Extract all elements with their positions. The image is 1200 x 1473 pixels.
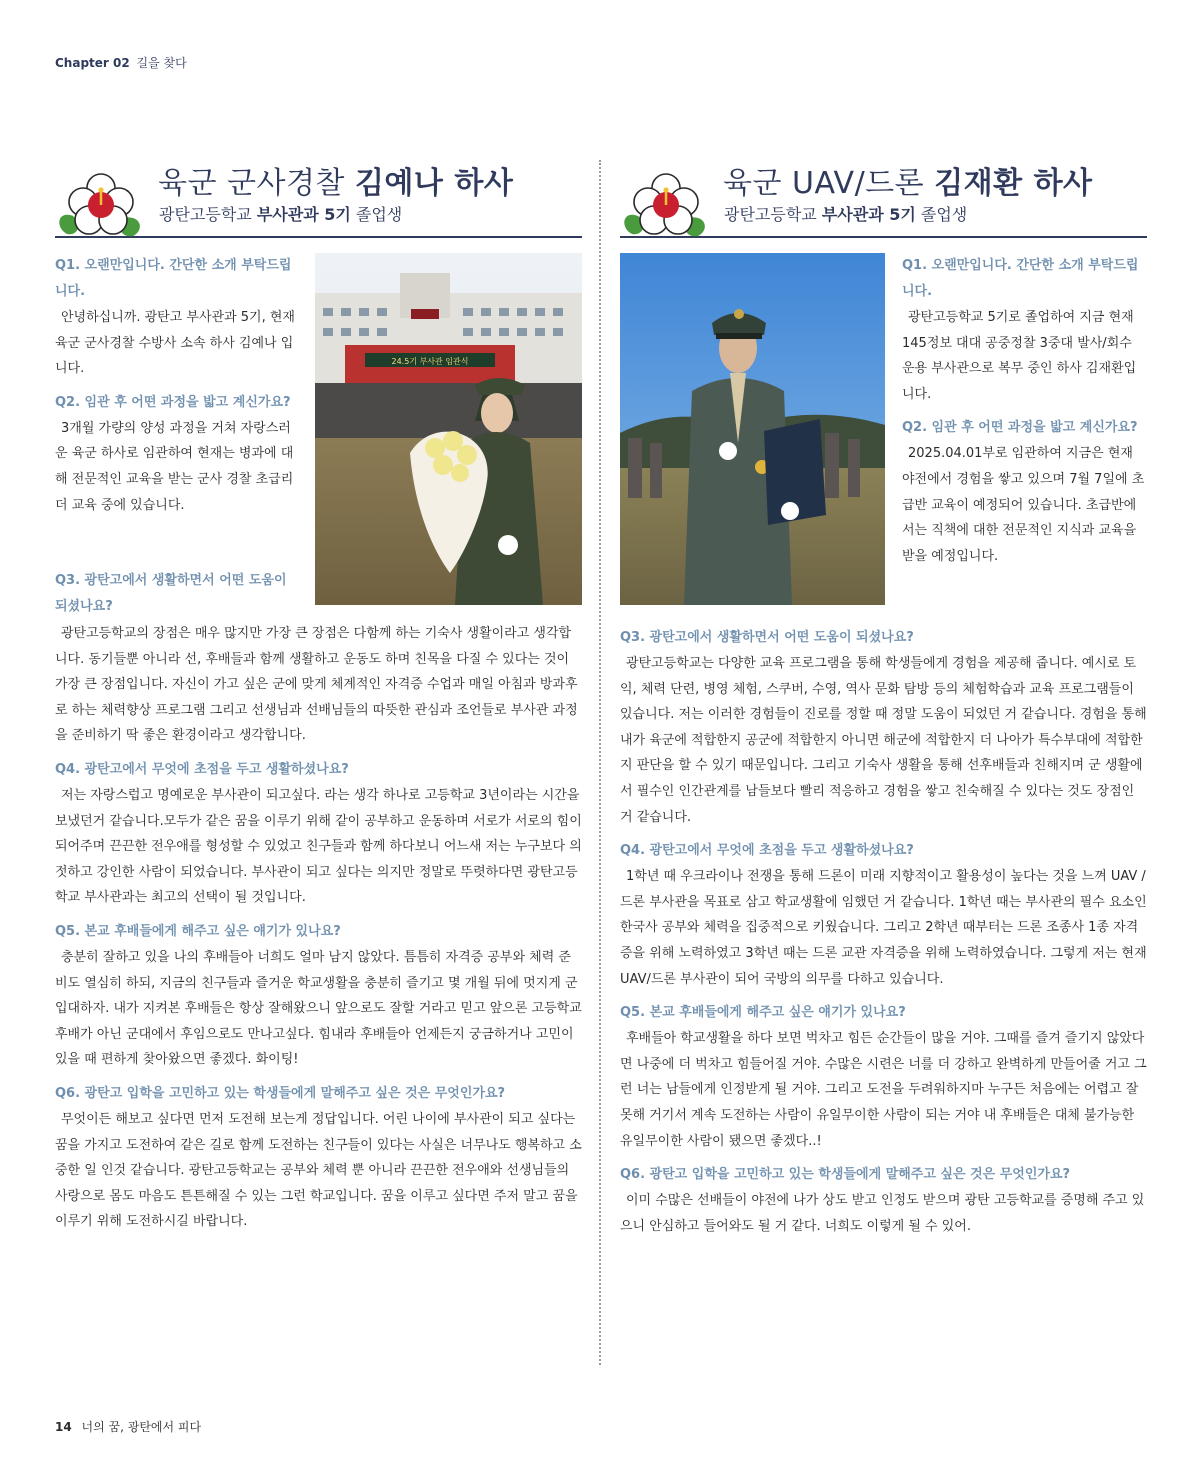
qa-block-right-bottom xyxy=(620,625,1147,1239)
chapter-label xyxy=(55,54,187,71)
qa-block-right-top xyxy=(902,253,1147,569)
photo-banner-text: 24.5기 부사관 임관식 xyxy=(391,357,469,366)
page-number: 14 xyxy=(55,1420,72,1434)
question-2: Q2. 임관 후 어떤 과정을 밟고 계신가요? xyxy=(902,420,1138,436)
profile-header xyxy=(620,152,1147,238)
profile-header xyxy=(55,152,582,238)
question-4: Q4. 광탄고에서 무엇에 초점을 두고 생활하셨나요? xyxy=(620,843,914,859)
profile-person: 김재환 하사 xyxy=(934,166,1093,201)
qa-block-left-top xyxy=(55,253,300,518)
profile-school xyxy=(159,202,402,225)
answer-3: 광탄고등학교의 장점은 매우 많지만 가장 큰 장점은 다함께 하는 기숙사 생활이라고 생각합니다. 동기들뿐 아니라 선, 후배들과 함께 생활하고 운동도 하며 친목을 다질 수 있다는 것이 가장 큰 장점입니다. 자신이 가고 싶은 군에 맞게 체계적인 자격증 수업과 매일 아침과 방과후로 하는 체력향상 프로그램 그리고 선생님과 선배님들의 따뜻한 관심과 조언들로 부사관 과정을 준비하기 딱 좋은 환경이라고 생각합니다. xyxy=(55,626,578,744)
hibiscus-icon xyxy=(620,170,712,240)
footer-title: 너의 꿈, 광탄에서 피다 xyxy=(81,1420,202,1434)
answer-3: 광탄고등학교는 다양한 교육 프로그램을 통해 학생들에게 경험을 제공해 줍니다. 예시로 토익, 체력 단련, 병영 체험, 스쿠버, 수영, 역사 문화 탐방 등의 체험학습과 교육 프로그램들이 있습니다. 저는 이러한 경험들이 진로를 정할 때 정말 도움이 되었던 거 같습니다. 경험을 통해 내가 육군에 적합한지 공군에 적합한지 아니면 해군에 적합한지 더 나아가 특수부대에 적합한지 판단을 할 수 있기 때문입니다. 그리고 기숙사 생활을 통해 선후배들과 친해지며 군 생활에서 필수인 인간관계를 남들보다 빨리 적응하고 경험을 쌓고 친숙해질 수 있다는 것도 장점인 거 같습니다. xyxy=(620,656,1147,825)
qa-block-left-bottom xyxy=(55,621,582,1235)
question-3: Q3. 광탄고에서 생활하면서 어떤 도움이 되셨나요? xyxy=(55,573,287,614)
graduation-photo-left xyxy=(315,253,582,605)
profile-school xyxy=(724,202,967,225)
answer-1: 안녕하십니까. 광탄고 부사관과 5기, 현재 육군 군사경찰 수방사 소속 하사 김예나 입니다. xyxy=(55,310,295,377)
answer-5: 충분히 잘하고 있을 나의 후배들아 너희도 얼마 남지 않았다. 틈틈히 자격증 공부와 체력 준비도 열심히 하되, 지금의 친구들과 즐거운 학교생활을 충분히 즐기고 몇 개월 뒤에 멋지게 군 입대하자. 내가 지켜본 후배들은 항상 잘해왔으니 앞으로도 잘할 거라고 믿고 앞으론 고등학교 후배가 아닌 군대에서 후임으로도 만나고싶다. 힘내라 후배들아 언제든지 궁금하거나 고민이 있을 때 편하게 찾아왔으면 좋겠다. 화이팅! xyxy=(55,949,582,1068)
school-name: 광탄고등학교 xyxy=(724,205,822,224)
chapter-number: Chapter 02 xyxy=(55,56,130,70)
question-5: Q5. 본교 후배들에게 해주고 싶은 얘기가 있나요? xyxy=(55,923,341,939)
answer-6: 이미 수많은 선배들이 야전에 나가 상도 받고 인정도 받으며 광탄 고등학교를 증명해 주고 있으니 안심하고 들어와도 될 거 같다. 너희도 이렇게 될 수 있어. xyxy=(620,1193,1145,1234)
answer-4: 1학년 때 우크라이나 전쟁을 통해 드론이 미래 지향적이고 활용성이 높다는 것을 느껴 UAV / 드론 부사관을 목표로 삼고 학교생활에 임했던 거 같습니다. 1학년 때는 부사관의 필수 요소인 한국사 공부와 체력을 집중적으로 키웠습니다. 그리고 2학년 때부터는 드론 조종사 1종 자격증을 위해 노력하였고 3학년 때는 드론 교관 자격증을 위해 노력하였습니다. 그렇게 저는 현재 UAV/드론 부사관이 되어 국방의 의무를 다하고 있습니다. xyxy=(620,869,1147,987)
question-2: Q2. 임관 후 어떤 과정을 밟고 계신가요? xyxy=(55,394,291,410)
graduation-photo-right xyxy=(620,253,885,605)
profile-name xyxy=(723,158,1093,202)
answer-1: 광탄고등학교 5기로 졸업하여 지금 현재 145정보 대대 공중정찰 3중대 발사/회수 운용 부사관으로 복무 중인 하사 김재환입니다. xyxy=(902,310,1137,402)
school-status: 졸업생 xyxy=(350,205,403,224)
profile-name xyxy=(158,158,513,202)
question-3: Q3. 광탄고에서 생활하면서 어떤 도움이 되셨나요? xyxy=(620,630,914,645)
answer-4: 저는 자랑스럽고 명예로운 부사관이 되고싶다. 라는 생각 하나로 고등학교 3년이라는 시간을 보냈던거 같습니다.모두가 같은 꿈을 이루기 위해 같이 공부하고 운동하며 서로가 서로의 힘이 되어주며 끈끈한 전우애를 형성할 수 있었고 친구들과 함께 하다보니 어느새 저는 누구보다 의젓하고 강인한 사람이 되었습니다. 부사관이 되고 싶다는 의지만 정말로 뚜렷하다면 광탄고등학교 부사관과는 최고의 선택이 될 것입니다. xyxy=(55,787,582,906)
question-6: Q6. 광탄고 입학을 고민하고 있는 학생들에게 말해주고 싶은 것은 무엇인가요? xyxy=(55,1085,506,1101)
answer-6: 무엇이든 해보고 싶다면 먼저 도전해 보는게 정답입니다. 어린 나이에 부사관이 되고 싶다는 꿈을 가지고 도전하여 같은 길로 함께 도전하는 친구들이 있다는 사실은 너무나도 행복하고 소중한 일 인것 같습니다. 광탄고등학교는 공부와 체력 뿐 아니라 끈끈한 전우애와 선생님들의 사랑으로 몸도 마음도 튼튼해질 수 있는 그런 학교입니다. 꿈을 이루고 싶다면 주저 말고 꿈을 이루기 위해 도전하시길 바랍니다. xyxy=(55,1111,582,1230)
profile-role: 육군 군사경찰 xyxy=(158,166,355,201)
page-footer xyxy=(55,1418,201,1435)
question-4: Q4. 광탄고에서 무엇에 초점을 두고 생활하셨나요? xyxy=(55,761,349,777)
answer-5: 후배들아 학교생활을 하다 보면 벅차고 힘든 순간들이 많을 거야. 그때를 즐겨 즐기지 않았다면 나중에 더 벅차고 힘들어질 거야. 수많은 시련은 너를 더 강하고 완벽하게 만들어줄 거고 그런 너는 남들에게 인정받게 될 거야. 그리고 도전을 두려워하지마 누구든 처음에는 어렵고 잘 못해 거기서 계속 도전하는 사람이 유일무이한 사람이 되는 거야 내 후배들은 대체 불가능한 유일무이한 사람이 됐으면 좋겠다..! xyxy=(620,1031,1147,1149)
profile-left xyxy=(55,152,582,1230)
question-6: Q6. 광탄고 입학을 고민하고 있는 학생들에게 말해주고 싶은 것은 무엇인가요? xyxy=(620,1167,1071,1183)
qa-block-left-q3-head xyxy=(55,568,300,620)
column-divider xyxy=(599,160,601,1365)
profile-role: 육군 UAV/드론 xyxy=(723,166,935,201)
school-class: 부사관과 5기 xyxy=(821,205,916,224)
profile-right xyxy=(620,152,1147,1234)
school-class: 부사관과 5기 xyxy=(256,205,351,224)
answer-2: 3개월 가량의 양성 과정을 거쳐 자랑스러운 육군 하사로 임관하여 현재는 병과에 대해 전문적인 교육을 받는 군사 경찰 초급리더 교육 중에 있습니다. xyxy=(55,420,294,513)
question-5: Q5. 본교 후배들에게 해주고 싶은 얘기가 있나요? xyxy=(620,1005,906,1021)
hibiscus-icon xyxy=(55,170,147,240)
school-name: 광탄고등학교 xyxy=(159,205,257,224)
question-1: Q1. 오랜만입니다. 간단한 소개 부탁드립니다. xyxy=(55,258,292,299)
school-status: 졸업생 xyxy=(915,205,968,224)
answer-2: 2025.04.01부로 임관하여 지금은 현재 야전에서 경험을 쌓고 있으며 7월 7일에 초급반 교육이 예정되어 있습니다. 초급반에서는 직책에 대한 전문적인 지식과 교육을 받을 예정입니다. xyxy=(902,446,1145,564)
profile-person: 김예나 하사 xyxy=(354,166,514,201)
question-1: Q1. 오랜만입니다. 간단한 소개 부탁드립니다. xyxy=(902,258,1139,299)
chapter-title: 길을 찾다 xyxy=(136,56,187,70)
